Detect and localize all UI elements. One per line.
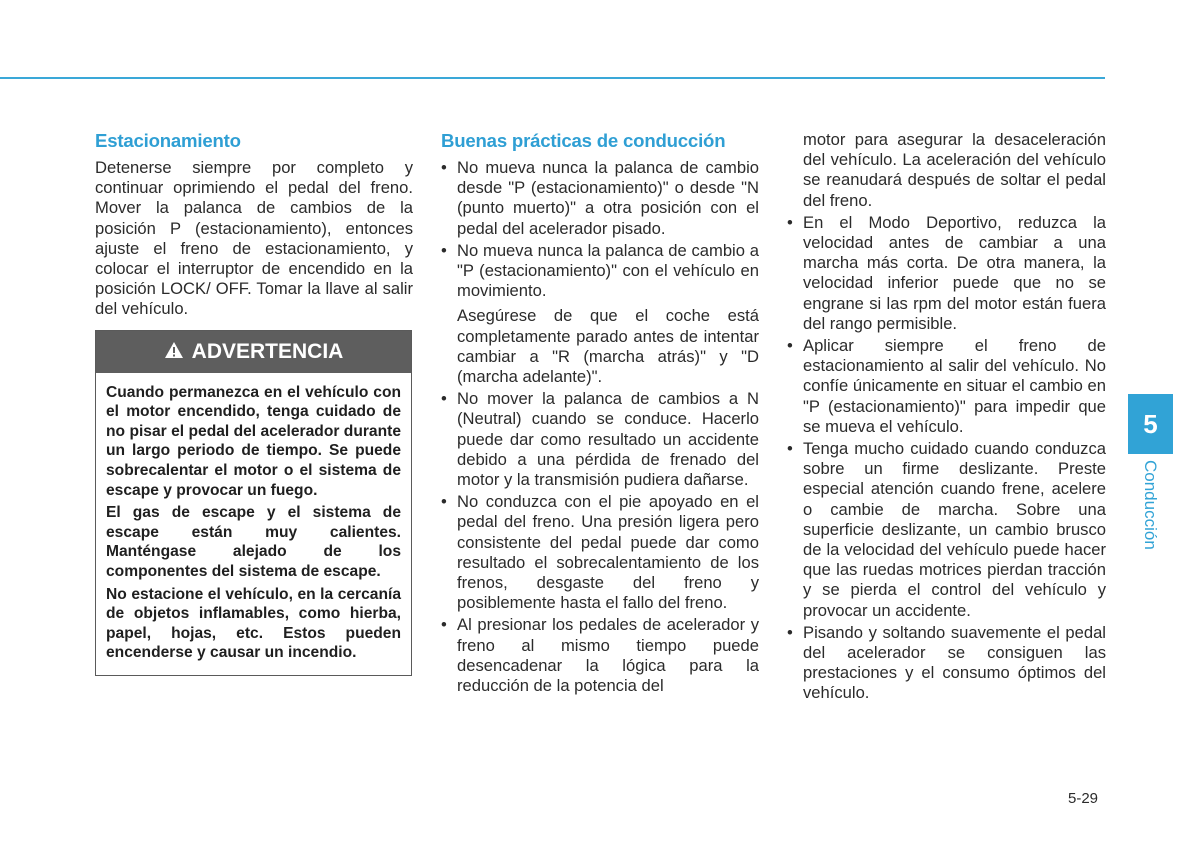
- driving-practices-list-cont: [787, 213, 1106, 704]
- list-item-continuation: Asegúrese de que el coche está completamente parado antes de intentar cambiar a "R (marcha atrás)" y "D (marcha adelante)".: [457, 306, 759, 387]
- list-item: • Al presionar los pedales de acelerador y freno al mismo tiempo puede desencadenar la lógica para la reducción de la potencia del: [441, 615, 759, 696]
- section-title-estacionamiento: Estacionamiento: [95, 130, 241, 151]
- list-item: • No mover la palanca de cambios a N (Neutral) cuando se conduce. Hacerlo puede dar como resultado un accidente debido a una pérdida de frenado del motor y la transmisión pudiera dañarse.: [441, 389, 759, 490]
- warning-paragraph: Cuando permanezca en el vehículo con el motor encendido, tenga cuidado de no pisar el pedal del acelerador durante un largo periodo de tiempo. Se puede sobrecalentar el motor o el sistema de escape y provocar un fuego.: [106, 383, 401, 499]
- continuation-paragraph: motor para asegurar la desaceleración del vehículo. La aceleración del vehículo se reanudará después de soltar el pedal del freno.: [803, 130, 1106, 210]
- list-item: • Pisando y soltando suavemente el pedal del acelerador se consiguen las prestaciones y el consumo óptimos del vehículo.: [787, 623, 1106, 704]
- estacionamiento-paragraph: Detenerse siempre por completo y continuar oprimiendo el pedal del freno. Mover la palanca de cambios de la posición P (estacionamiento), entonces ajuste el freno de estacionamiento, y colocar el interruptor de encendido en la posición LOCK/ OFF. Tomar la llave al salir del vehículo.: [95, 158, 413, 319]
- column-3: [787, 130, 1106, 704]
- list-item: • Aplicar siempre el freno de estacionamiento al salir del vehículo. No confíe únicamente en situar el cambio en "P (estacionamiento)" para impedir que se mueva el vehículo.: [787, 336, 1106, 437]
- warning-title: ADVERTENCIA: [191, 339, 344, 363]
- warning-triangle-icon: [164, 341, 184, 363]
- column-1: [95, 128, 413, 676]
- warning-body: [96, 373, 411, 675]
- header-rule: [0, 77, 1105, 79]
- chapter-number-tab: 5: [1128, 394, 1173, 454]
- warning-paragraph: No estacione el vehículo, en la cercanía de objetos inflamables, como hierba, papel, hojas, etc. Estos pueden encenderse y causar un incendio.: [106, 585, 401, 662]
- section-title-buenas-practicas: Buenas prácticas de conducción: [441, 130, 726, 151]
- warning-box: [95, 330, 412, 676]
- list-item: • No mueva nunca la palanca de cambio desde "P (estacionamiento)" o desde "N (punto muerto)" a otra posición con el pedal del acelerador pisado.: [441, 158, 759, 239]
- list-item: • En el Modo Deportivo, reduzca la velocidad antes de cambiar a una marcha más corta. De otra manera, la velocidad inferior puede que no se engrane si las rpm del motor están fuera del rango permisible.: [787, 213, 1106, 334]
- driving-practices-list: [441, 158, 759, 696]
- warning-paragraph: El gas de escape y el sistema de escape están muy calientes. Manténgase alejado de los componentes del sistema de escape.: [106, 504, 401, 580]
- list-item: • Tenga mucho cuidado cuando conduzca sobre un firme deslizante. Preste especial atención cuando frene, acelere o cambie de marcha. Sobre una superficie deslizante, un cambio brusco de la velocidad del vehículo puede hacer que las ruedas motrices pierdan tracción y se pierda el control del vehículo y provocar un accidente.: [787, 439, 1106, 621]
- page-number: 5-29: [1068, 790, 1099, 807]
- list-item: • No conduzca con el pie apoyado en el pedal del freno. Una presión ligera pero consistente del pedal puede dar como resultado el sobrecalentamiento de los frenos, desgaste del freno y posiblemente hasta el fallo del freno.: [441, 492, 759, 613]
- warning-header: [96, 331, 411, 373]
- list-item: • No mueva nunca la palanca de cambio a "P (estacionamiento)" con el vehículo en movimiento.: [441, 241, 759, 302]
- column-2: [441, 128, 759, 696]
- chapter-label: Conducción: [1141, 460, 1160, 550]
